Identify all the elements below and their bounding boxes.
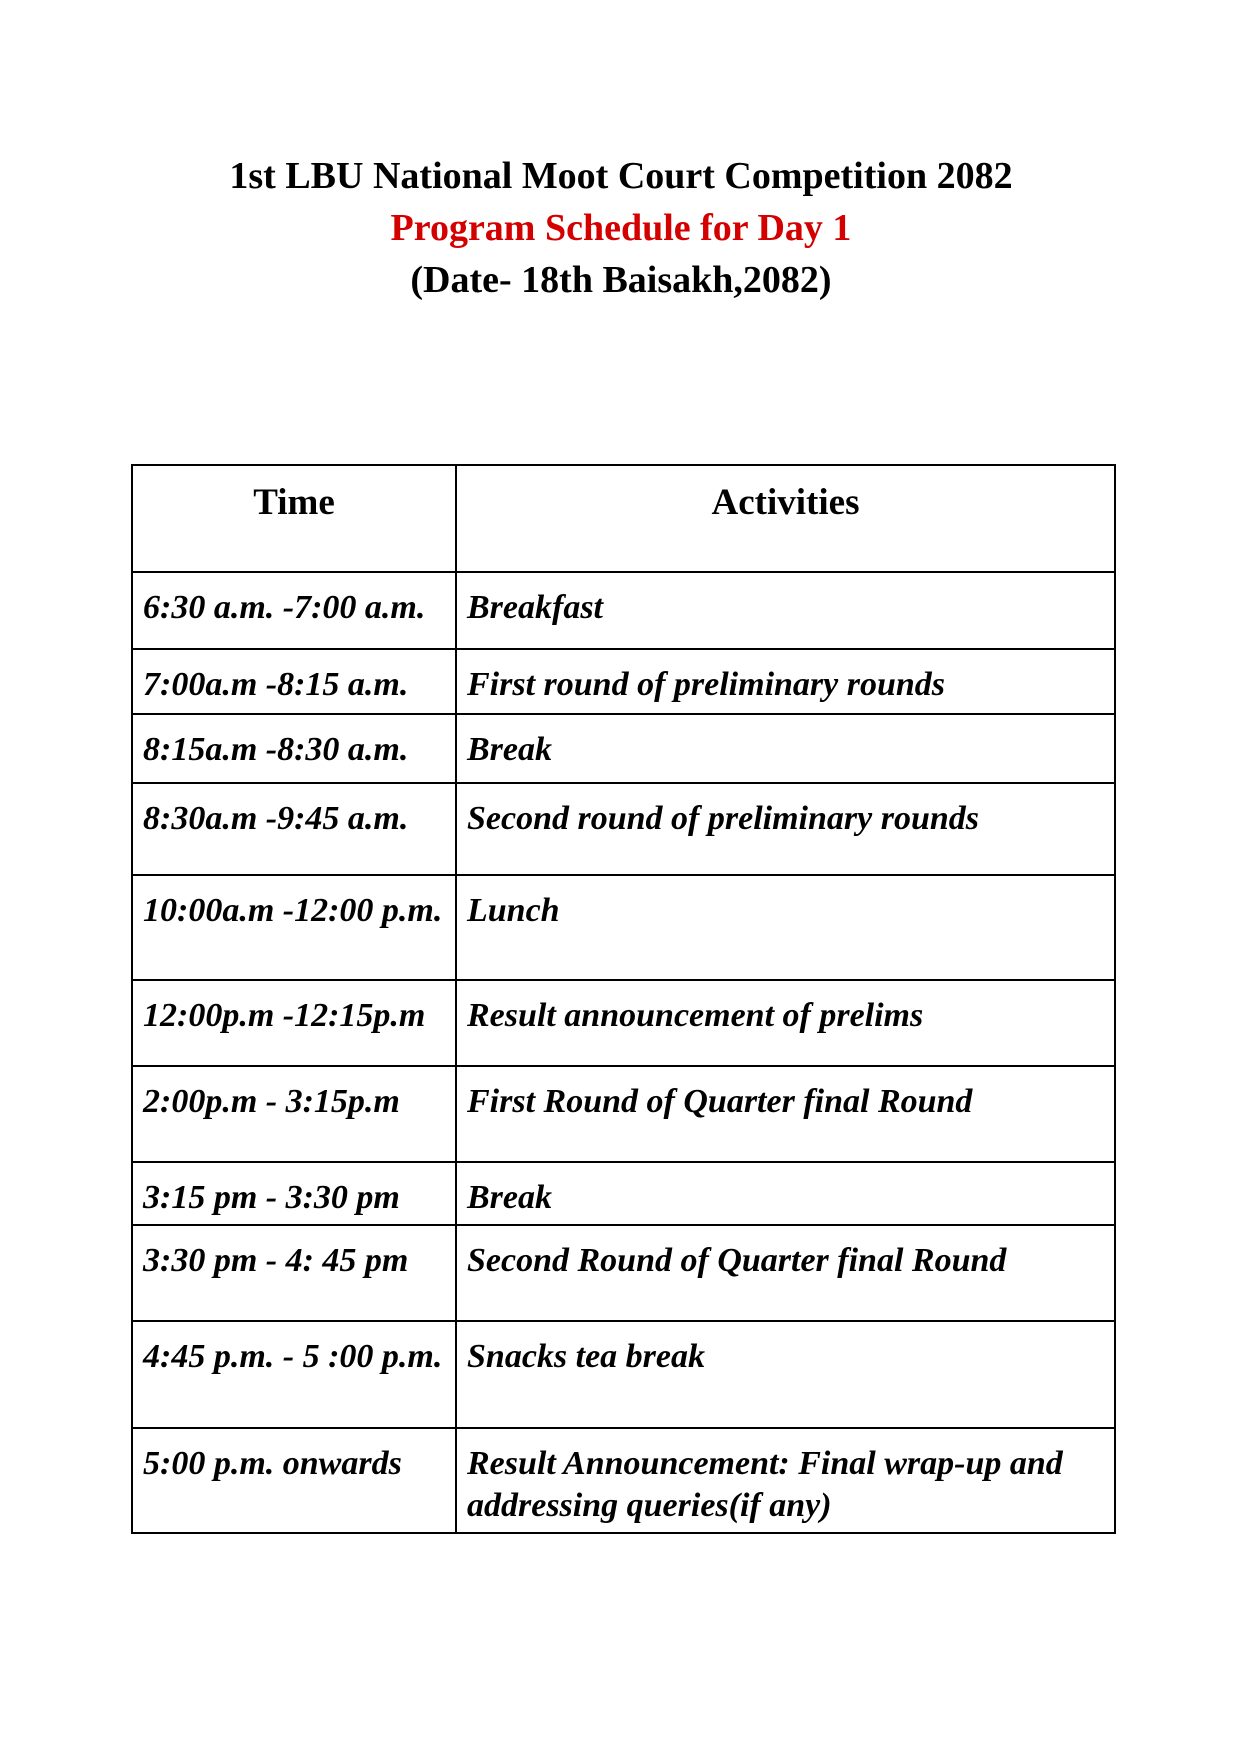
table-row (132, 714, 1115, 783)
activities-column-header: Activities (456, 465, 1115, 572)
activity-cell: First round of preliminary rounds (456, 649, 1115, 714)
schedule-subtitle: Program Schedule for Day 1 (390, 207, 852, 249)
activity-cell: Break (456, 1162, 1115, 1225)
activity-cell: Snacks tea break (456, 1321, 1115, 1428)
time-cell: 12:00p.m -12:15p.m (132, 980, 456, 1066)
activity-cell: Second Round of Quarter final Round (456, 1225, 1115, 1321)
time-column-header: Time (132, 465, 456, 572)
schedule-date: (Date- 18th Baisakh,2082) (410, 259, 832, 301)
table-row (132, 649, 1115, 714)
table-row (132, 783, 1115, 875)
table-row (132, 1321, 1115, 1428)
time-cell: 8:15a.m -8:30 a.m. (132, 714, 456, 783)
activity-cell: Break (456, 714, 1115, 783)
table-row (132, 980, 1115, 1066)
table-row (132, 1162, 1115, 1225)
activity-cell: Result Announcement: Final wrap-up and addressing queries(if any) (456, 1428, 1115, 1533)
time-cell: 3:15 pm - 3:30 pm (132, 1162, 456, 1225)
document-header (0, 150, 1242, 306)
table-row (132, 1428, 1115, 1533)
time-cell: 6:30 a.m. -7:00 a.m. (132, 572, 456, 649)
time-cell: 3:30 pm - 4: 45 pm (132, 1225, 456, 1321)
schedule-table (131, 464, 1116, 1534)
time-cell: 8:30a.m -9:45 a.m. (132, 783, 456, 875)
table-row (132, 572, 1115, 649)
table-row (132, 875, 1115, 980)
time-cell: 5:00 p.m. onwards (132, 1428, 456, 1533)
activity-cell: First Round of Quarter final Round (456, 1066, 1115, 1162)
activity-cell: Breakfast (456, 572, 1115, 649)
activity-cell: Second round of preliminary rounds (456, 783, 1115, 875)
time-cell: 10:00a.m -12:00 p.m. (132, 875, 456, 980)
table-row (132, 1225, 1115, 1321)
time-cell: 7:00a.m -8:15 a.m. (132, 649, 456, 714)
activity-cell: Result announcement of prelims (456, 980, 1115, 1066)
activity-cell: Lunch (456, 875, 1115, 980)
table-header-row (132, 465, 1115, 572)
document-title: 1st LBU National Moot Court Competition 2082 (229, 155, 1013, 197)
time-cell: 4:45 p.m. - 5 :00 p.m. (132, 1321, 456, 1428)
table-row (132, 1066, 1115, 1162)
time-cell: 2:00p.m - 3:15p.m (132, 1066, 456, 1162)
